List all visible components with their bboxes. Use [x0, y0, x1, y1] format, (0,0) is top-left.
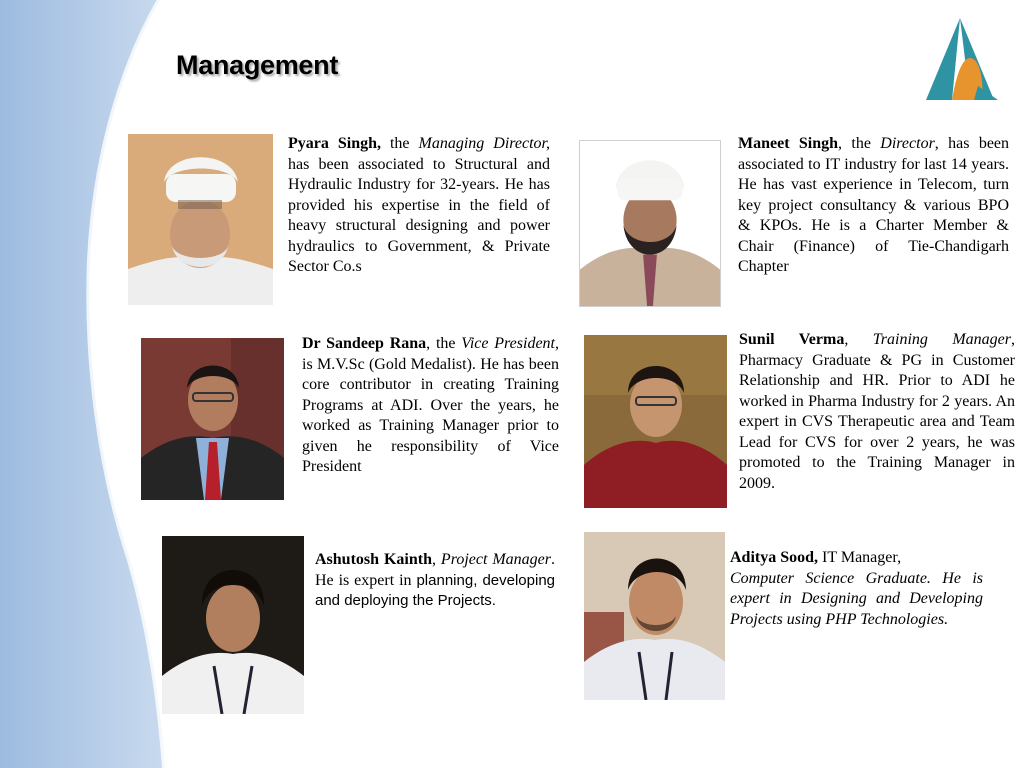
person-name: Pyara Singh, — [288, 135, 381, 152]
person-description: , is M.V.Sc (Gold Medalist). He has been core contributor in creating Training Programs at ADI. Over the years, he worked as Training Manager prior to given he responsibility of Vice President — [302, 335, 559, 475]
person-description-continued: planning, developing and deploying the Projects. — [315, 571, 556, 609]
person-name: Maneet Singh — [738, 135, 839, 152]
separator: , — [431, 551, 441, 568]
separator: , the — [838, 135, 881, 152]
company-logo — [922, 16, 998, 102]
person-role: Project Manager — [440, 551, 552, 568]
separator: , — [844, 331, 873, 348]
bio-maneet-singh — [738, 134, 1009, 278]
person-name: Ashutosh Kainth — [315, 551, 432, 568]
photo-ashutosh-kainth — [162, 536, 304, 714]
person-description: , has been associated to IT industry for last 14 years. He has vast experience in Telecom, turn key project consultancy & various BPO & KPOs. He is a Charter Member & Chair (Finance) of Tie-Chandigarh Chapter — [738, 135, 1010, 275]
separator: the — [381, 135, 419, 152]
photo-sunil-verma — [584, 335, 727, 508]
bio-sandeep-rana — [302, 334, 559, 478]
person-name: Dr Sandeep Rana — [302, 335, 427, 352]
slide-title: Management — [176, 50, 339, 80]
bio-sunil-verma — [739, 330, 1015, 494]
person-description: . He is expert in — [315, 551, 556, 589]
person-description: , Pharmacy Graduate & PG in Customer Relationship and HR. Prior to ADI he worked in Pharma Industry for 2 years. An expert in CVS Therapeutic area and Team Lead for CVS for over 2 years, he was promoted to the Training Manager in 2009. — [739, 331, 1015, 492]
photo-aditya-sood — [584, 532, 725, 700]
person-role: Managing Director, — [418, 135, 551, 152]
person-role: Training Manager — [872, 331, 1011, 348]
person-name: Sunil Verma — [739, 331, 845, 348]
person-role: Director — [880, 135, 935, 152]
photo-sandeep-rana — [141, 338, 284, 500]
photo-pyara-singh — [128, 134, 273, 305]
separator: , the — [426, 335, 462, 352]
separator: IT Manager, — [818, 549, 902, 566]
person-description: has been associated to Structural and Hydraulic Industry for 32-years. He has provided his expertise in the field of heavy structural designing and power hydraulics to Government, & Private Sector Co.s — [288, 155, 550, 275]
bio-pyara-singh — [288, 134, 550, 278]
photo-maneet-singh — [579, 140, 721, 307]
person-role: Computer Science Graduate. He is expert in Designing and Developing Projects using PHP Technologies. — [730, 569, 983, 628]
person-name: Aditya Sood, — [730, 549, 819, 566]
bio-ashutosh-kainth — [315, 550, 555, 612]
person-role: Vice President — [461, 335, 555, 352]
bio-aditya-sood — [730, 548, 983, 630]
